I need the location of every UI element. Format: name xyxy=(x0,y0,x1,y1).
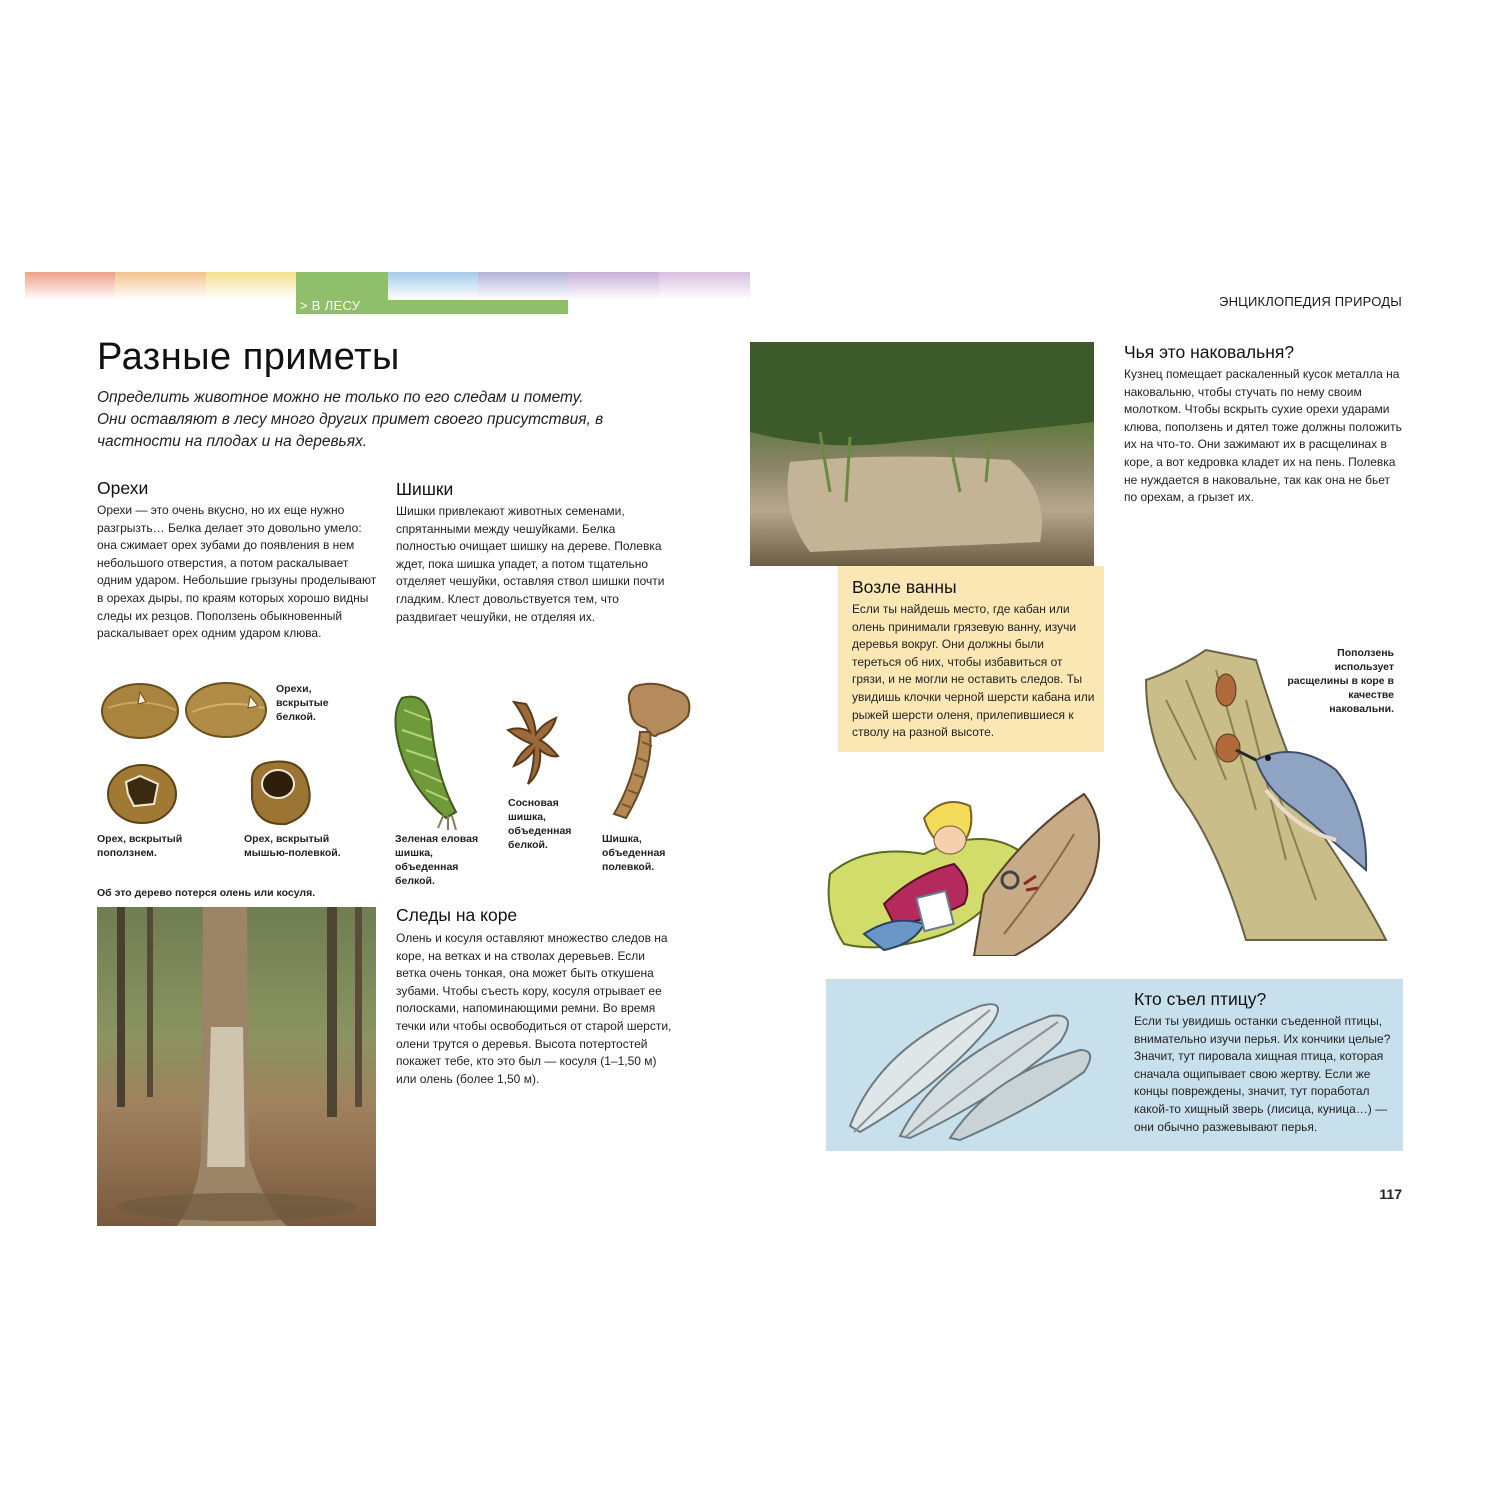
caption-green-cone: Зеленая еловая шишка, объеденная белкой. xyxy=(395,833,479,887)
pine-cone-illustration xyxy=(500,696,564,790)
bark-heading: Следы на коре xyxy=(396,905,518,925)
girl-inspecting-tree-illustration xyxy=(824,784,1108,956)
color-strip-lilac xyxy=(659,272,750,300)
bird-text: Если ты увидишь останки съеденной птицы, внимательно изучи перья. Их кончики целые? Значит, тут пировала хищная птица, которая сначала ощипывает свою жертву. Если же концы повреждены, значит, тут поработал какой-то хищный зверь (лисица, куница…) — они обычно разжевывают перья. xyxy=(1134,1014,1391,1134)
page-number: 117 xyxy=(1379,1186,1402,1202)
cones-text: Шишки привлекают животных семенами, спрятанными между чешуйками. Белка полностью очищает шишку на дереве. Полевка ждет, пока шишка упадет, а потом тщательно отделяет чешуйки, оставляя ствол шишки почти гладким. Клест довольствуется тем, что раздвигает чешуйки, не отделяя их. xyxy=(396,504,665,624)
color-strip-indigo xyxy=(478,272,569,300)
anvil-text: Кузнец помещает раскаленный кусок металла на наковальню, чтобы стучать по нему своим молотком. Чтобы вскрыть сухие орехи ударами клюва, поползень и дятел тоже должны положить их на что-то. Они зажимают их в расщелинах в коре, а вот кедровка кладет их на пень. Полевка не нуждается в наковальне, так как она не бьет по орехам, а грызет их. xyxy=(1124,367,1402,505)
nut-nuthatch-illustration xyxy=(104,760,180,826)
anvil-heading: Чья это наковальня? xyxy=(1124,342,1295,362)
bird-heading: Кто съел птицу? xyxy=(1134,989,1267,1009)
caption-nut-squirrel: Орехи, вскрытые белкой. xyxy=(276,683,329,723)
nuts-text: Орехи — это очень вкусно, но их еще нужно разгрызть… Белка делает это довольно умело: она сжимает орех зубами до появления в нем небольшого отверстия, а потом раскалывает одним ударом. Небольшие грызуны проделывают в орехах дыры, по краям которых хорошо видны следы их резцов. Поползень обыкновенный раскалывает орех одним ударом клюва. xyxy=(97,503,377,641)
color-strip-red xyxy=(25,272,115,300)
caption-nut-nuthatch: Орех, вскрытый поползнем. xyxy=(97,833,183,859)
intro-text: Определить животное можно не только по его следам и помету. Они оставляют в лесу много других примет своего присутствия, в частности на плодах и на деревьях. xyxy=(97,389,604,450)
caption-tree: Об это дерево потерся олень или косуля. xyxy=(97,887,316,899)
rubbed-tree-photo xyxy=(97,907,376,1226)
vole-cone-illustration xyxy=(596,680,706,824)
bath-text: Если ты найдешь место, где кабан или олень принимали грязевую ванну, изучи деревья вокруг. Они должны были тереться об них, чтобы избавиться от грязи, и не могли не оставить следов. Ты увидишь клочки черной шерсти кабана или рыжей шерсти оленя, прилепившиеся к стволу на разной высоте. xyxy=(852,602,1095,740)
mud-wallow-photo xyxy=(750,342,1094,566)
caption-nut-vole: Орех, вскрытый мышью-полевкой. xyxy=(244,833,341,859)
color-strip-yellow xyxy=(206,272,296,300)
caption-nuthatch: Поползень использует расщелины в коре в качестве наковальни. xyxy=(1287,647,1394,715)
color-strip-violet xyxy=(569,272,659,300)
green-cone-illustration xyxy=(382,690,482,830)
color-strip-blue xyxy=(388,272,478,300)
color-strip-orange xyxy=(115,272,206,300)
cones-heading: Шишки xyxy=(396,479,454,499)
nuts-squirrel-illustration xyxy=(100,678,270,744)
section-label: > В ЛЕСУ xyxy=(300,298,361,313)
bath-heading: Возле ванны xyxy=(852,577,957,597)
bark-text: Олень и косуля оставляют множество следов на коре, на ветках и на стволах деревьев. Если ветка очень тонкая, она может быть откушена зубами. Чтобы съесть кору, косуля отрывает ее полосками, напоминающими ремни. Во время течки или чтобы освободиться от старой шерсти, олени трутся о деревья. Высота потертостей покажет тебе, кто это был — косуля (1–1,50 м) или олень (более 1,50 м). xyxy=(396,931,672,1086)
nut-vole-illustration xyxy=(242,754,318,830)
page-title: Разные приметы xyxy=(97,336,400,378)
nuts-heading: Орехи xyxy=(97,478,149,498)
caption-pine-cone: Сосновая шишка, объеденная белкой. xyxy=(508,797,572,851)
running-head: ЭНЦИКЛОПЕДИЯ ПРИРОДЫ xyxy=(1219,294,1402,309)
caption-vole-cone: Шишка, объеденная полевкой. xyxy=(602,833,666,873)
feathers-illustration xyxy=(840,986,1100,1142)
